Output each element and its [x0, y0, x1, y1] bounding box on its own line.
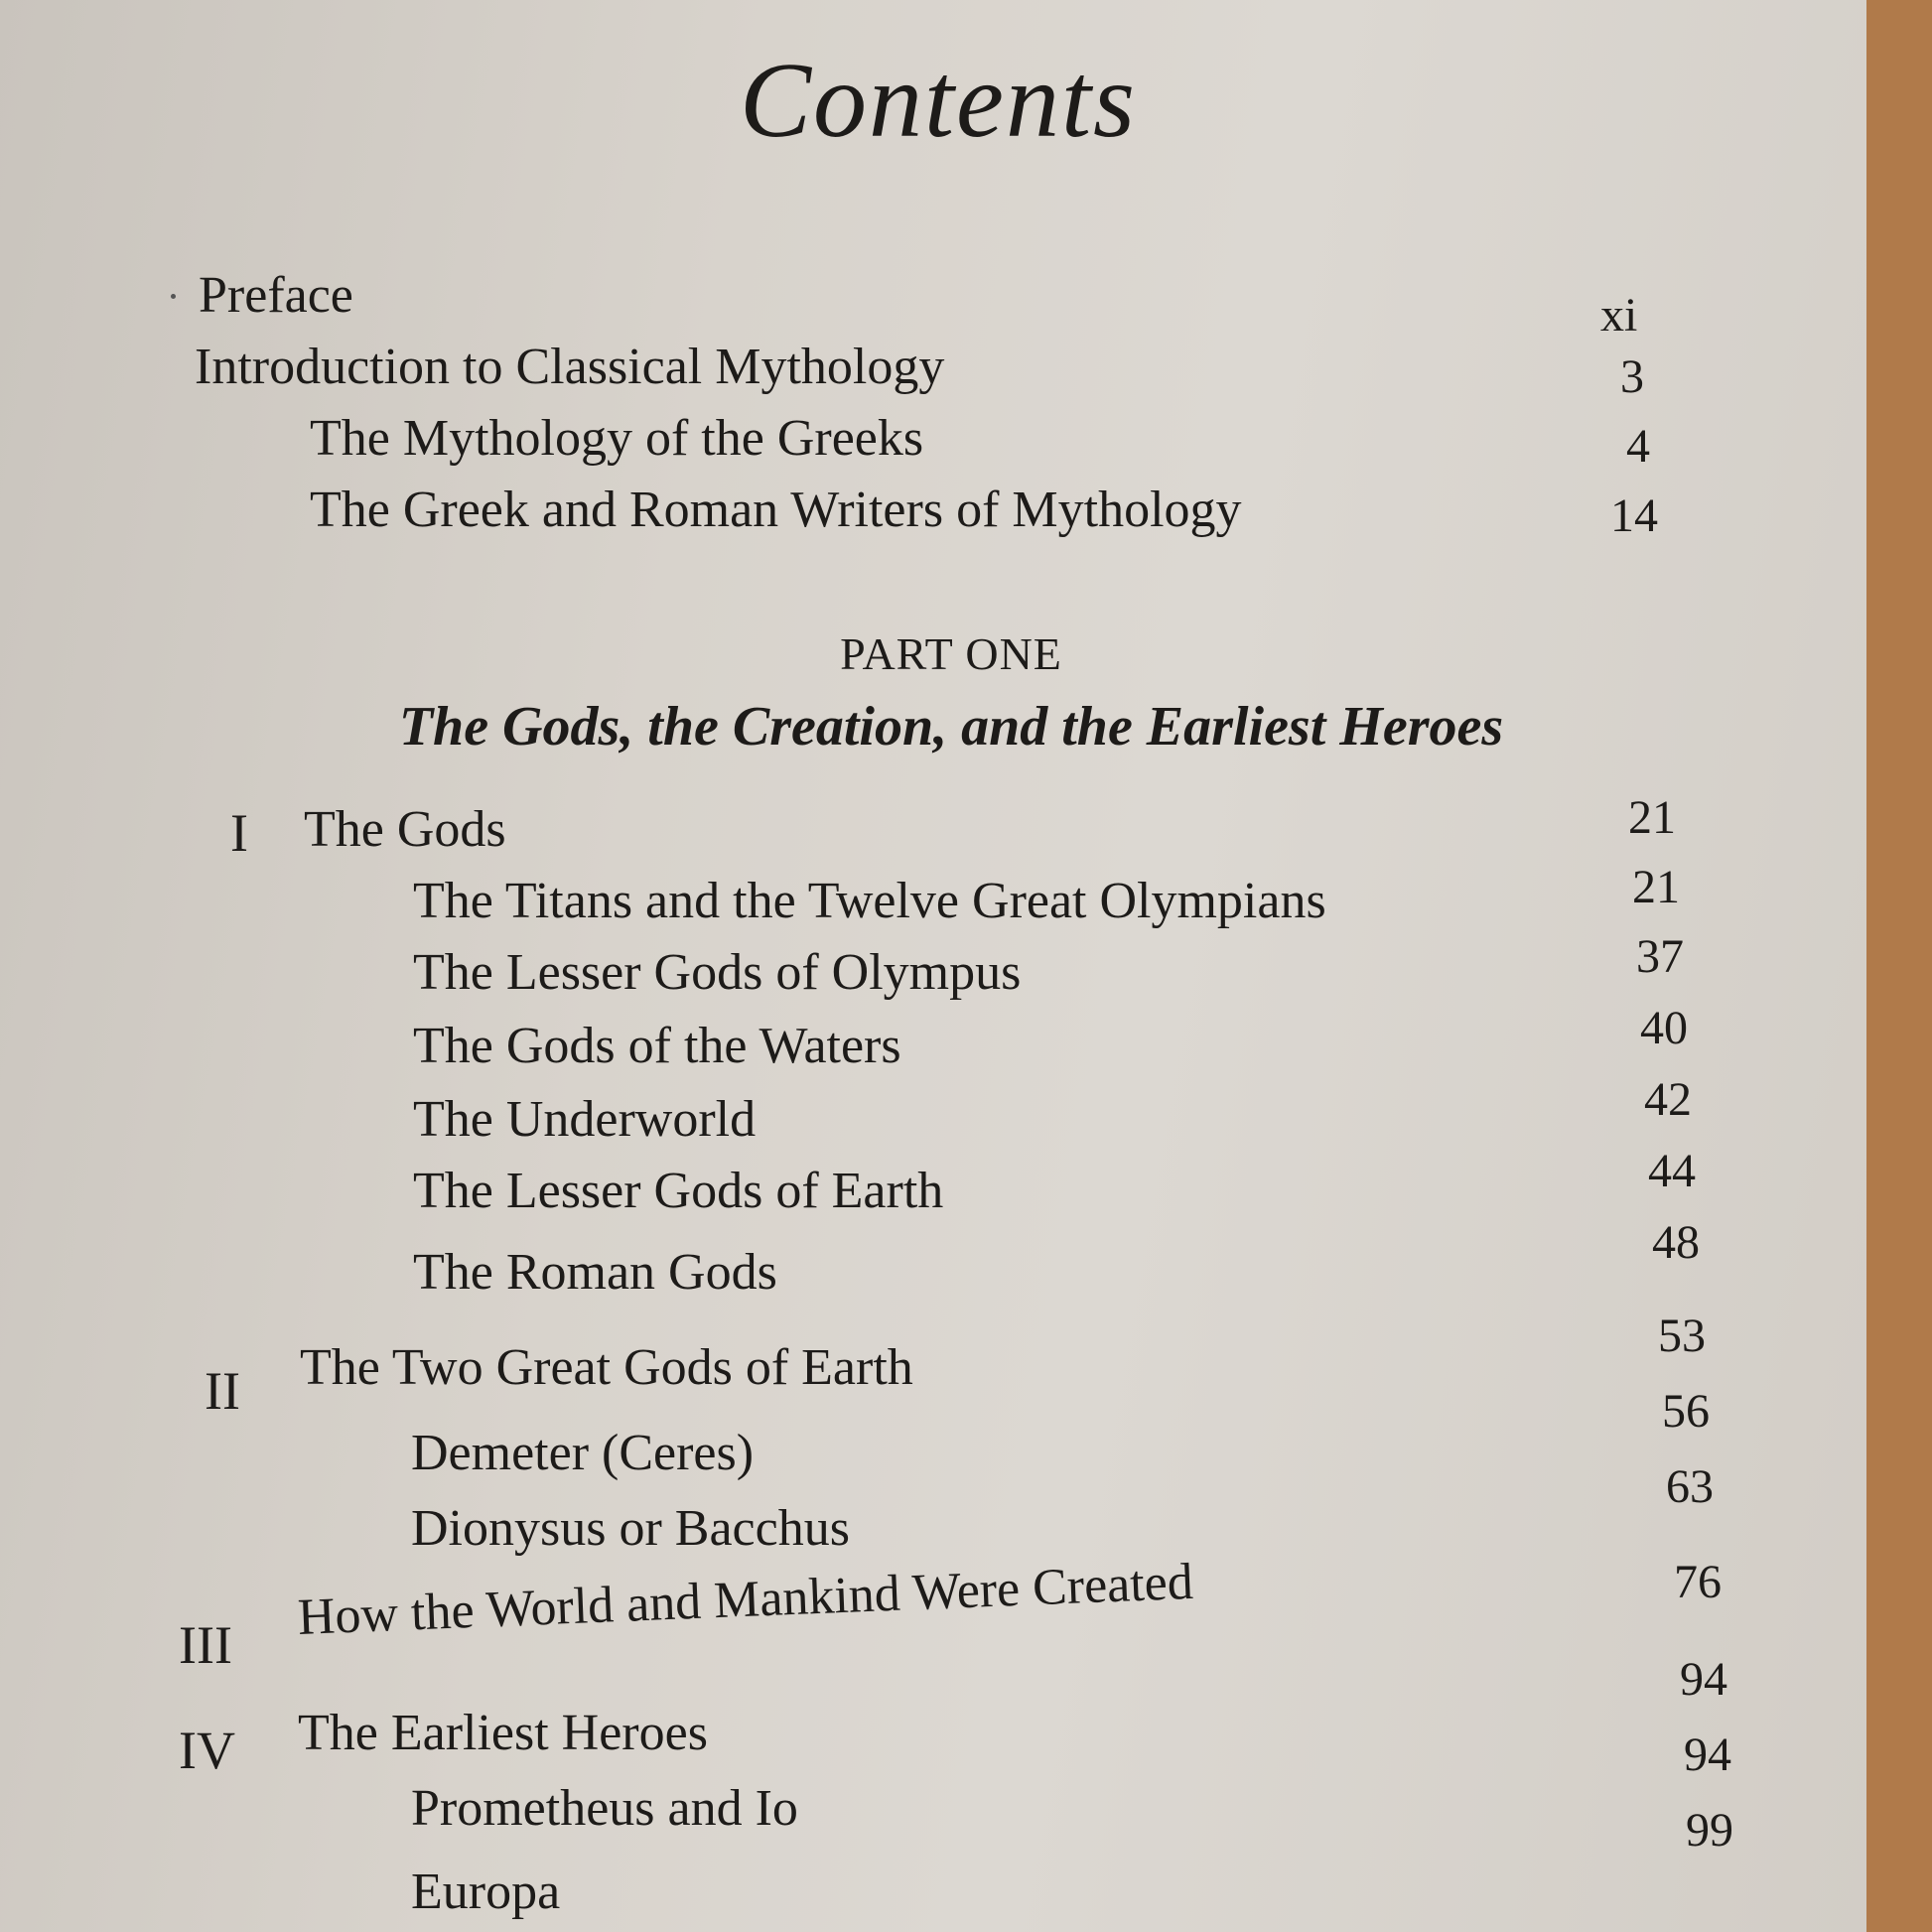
chapter-page-2: 53	[1658, 1310, 1706, 1362]
section-roman-gods: The Roman Gods	[413, 1244, 777, 1301]
chapter-numeral-1: I	[230, 803, 248, 863]
section-lesser-earth: The Lesser Gods of Earth	[413, 1163, 944, 1219]
toc-page-writers: 14	[1610, 489, 1658, 542]
section-page-dionysus: 63	[1666, 1460, 1714, 1513]
page-title: Contents	[739, 42, 1137, 160]
section-titans: The Titans and the Twelve Great Olympians	[413, 873, 1326, 929]
chapter-numeral-2: II	[205, 1361, 240, 1421]
section-page-roman-gods: 48	[1652, 1216, 1700, 1269]
section-underworld: The Underworld	[413, 1091, 757, 1148]
section-demeter: Demeter (Ceres)	[411, 1425, 755, 1481]
section-europa: Europa	[411, 1863, 561, 1920]
page-mark	[171, 294, 176, 299]
section-page-lesser-olympus: 37	[1636, 930, 1684, 983]
section-prometheus: Prometheus and Io	[411, 1780, 798, 1837]
section-page-demeter: 56	[1662, 1385, 1710, 1438]
toc-page-introduction: 3	[1620, 350, 1644, 403]
part-label: PART ONE	[840, 628, 1062, 679]
section-page-titans: 21	[1632, 861, 1680, 913]
section-page-waters: 40	[1640, 1002, 1688, 1054]
toc-entry-introduction: Introduction to Classical Mythology	[195, 339, 945, 395]
section-page-lesser-earth: 44	[1648, 1145, 1696, 1197]
chapter-title-3: How the World and Mankind Were Created	[296, 1553, 1194, 1646]
section-page-prometheus: 94	[1684, 1728, 1731, 1781]
toc-page-mythology-greeks: 4	[1626, 420, 1650, 473]
toc-page-preface: xi	[1600, 289, 1638, 342]
chapter-numeral-4: IV	[179, 1721, 235, 1780]
chapter-title-4: The Earliest Heroes	[298, 1705, 708, 1761]
chapter-page-1: 21	[1628, 791, 1676, 844]
section-page-europa: 99	[1686, 1804, 1733, 1857]
chapter-title-2: The Two Great Gods of Earth	[300, 1339, 913, 1396]
toc-entry-writers: The Greek and Roman Writers of Mythology	[310, 482, 1242, 538]
chapter-page-4: 94	[1680, 1653, 1727, 1706]
toc-entry-mythology-greeks: The Mythology of the Greeks	[310, 410, 924, 467]
section-page-underworld: 42	[1644, 1073, 1692, 1126]
chapter-title-1: The Gods	[304, 801, 506, 858]
section-waters: The Gods of the Waters	[413, 1018, 901, 1074]
part-title: The Gods, the Creation, and the Earliest Heroes	[398, 696, 1504, 758]
chapter-numeral-3: III	[179, 1615, 232, 1675]
section-dionysus: Dionysus or Bacchus	[411, 1500, 850, 1557]
toc-entry-preface: Preface	[199, 267, 353, 324]
chapter-page-3: 76	[1674, 1556, 1722, 1608]
section-lesser-olympus: The Lesser Gods of Olympus	[413, 944, 1022, 1001]
